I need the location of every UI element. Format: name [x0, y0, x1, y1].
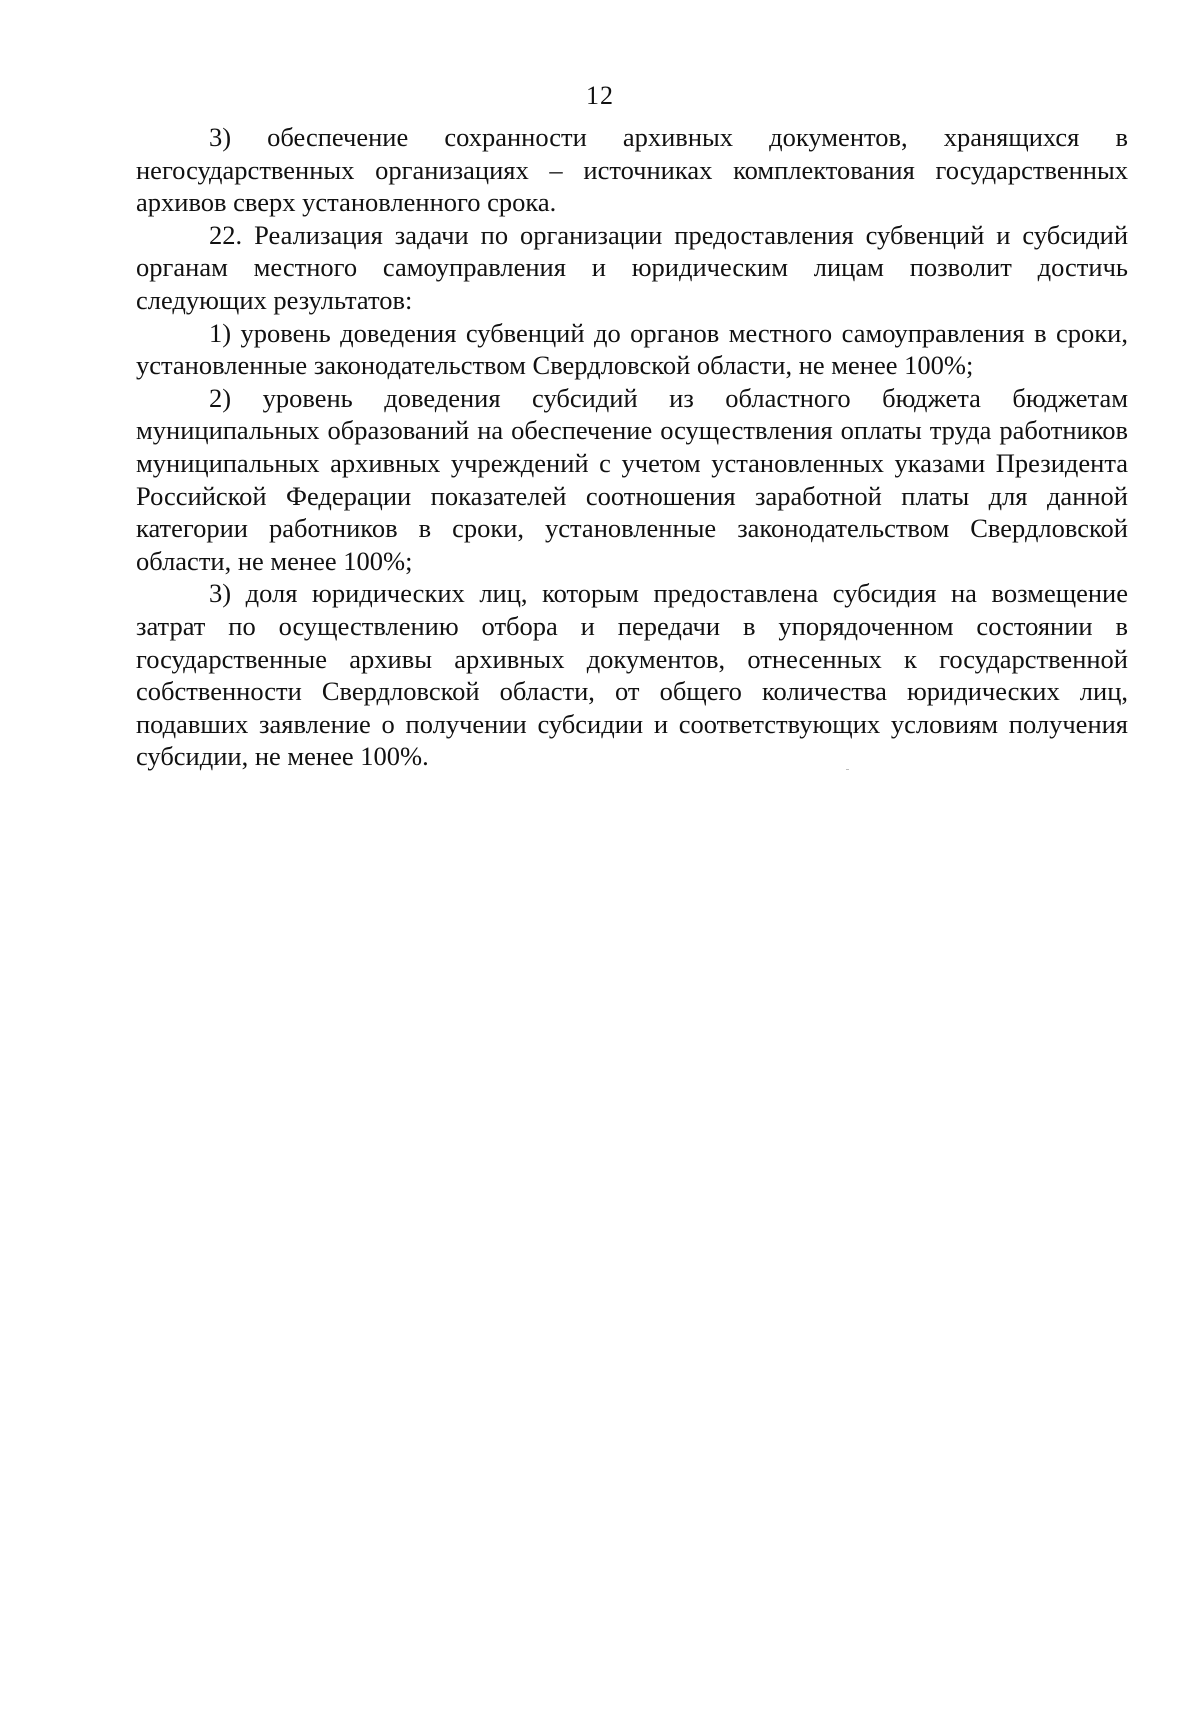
paragraph-item-1-subvention-level: 1) уровень доведения субвенций до органов местного самоуправления в сроки, установленные законодательством Свердловской области, не менее 100%;: [136, 317, 1128, 381]
document-body: [136, 121, 1128, 773]
page-number: 12: [586, 81, 614, 110]
paragraph-section-22-intro: 22. Реализация задачи по организации предоставления субвенций и субсидий органам местного самоуправления и юридическим лицам позволит достичь следующих результатов:: [136, 219, 1128, 315]
paragraph-item-3-legal-entities-share: 3) доля юридических лиц, которым предоставлена субсидия на возмещение затрат по осуществлению отбора и передачи в упорядоченном состоянии в государственные архивы архивных документов, отнесенных к государственной собственности Свердловской области, от общего количества юридических лиц, подавших заявление о получении субсидии и соответствующих условиям получения субсидии, не менее 100%.: [136, 578, 1128, 772]
paragraph-item-2-subsidy-level: 2) уровень доведения субсидий из областного бюджета бюджетам муниципальных образований на обеспечение осуществления оплаты труда работников муниципальных архивных учреждений с учетом установленных указами Президента Российской Федерации показателей соотношения заработной платы для данной категории работников в сроки, установленные законодательством Свердловской области, не менее 100%;: [136, 382, 1128, 576]
paragraph-item-3-archival-preservation: 3) обеспечение сохранности архивных документов, хранящихся в негосударственных организациях – источниках комплектования государственных архивов сверх установленного срока.: [136, 122, 1128, 218]
scan-speck: [846, 769, 849, 770]
